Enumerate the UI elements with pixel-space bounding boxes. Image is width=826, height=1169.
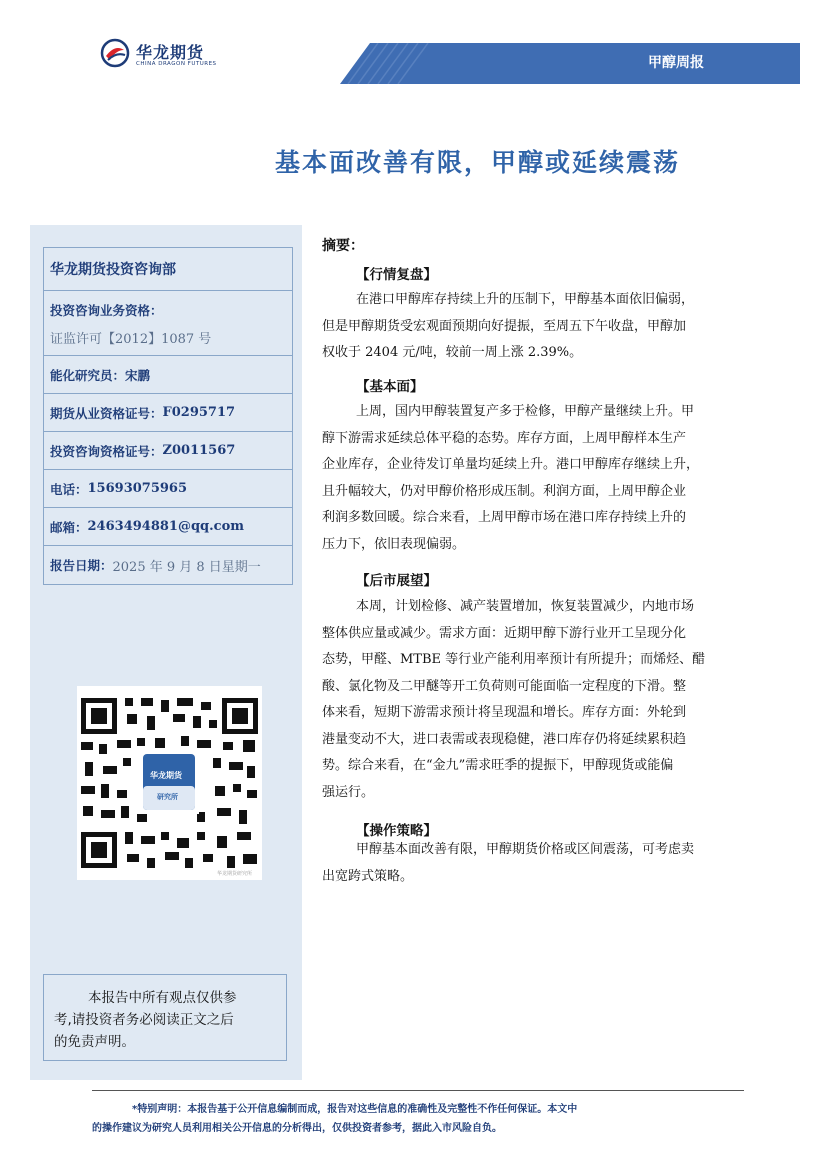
qr-logo-subtext: 研究所 bbox=[157, 793, 178, 801]
disclaimer-line: 本报告中所有观点仅供参 bbox=[88, 990, 237, 1006]
text-line: 压力下，依旧表现偏弱。 bbox=[322, 536, 466, 552]
text-line: 利润多数回暖。综合来看，上周甲醇市场在港口库存持续上升的 bbox=[322, 510, 687, 525]
paragraph-fundamentals bbox=[322, 399, 788, 558]
disclaimer-line: 考,请投资者务必阅读正文之后 bbox=[54, 1012, 234, 1028]
text-line: 势。综合来看，在“金九”需求旺季的提振下，甲醇现货或能偏 bbox=[322, 758, 674, 773]
futures-cert-value: F0295717 bbox=[162, 405, 236, 420]
phone-value: 15693075965 bbox=[87, 481, 188, 496]
logo-subtext: CHINA DRAGON FUTURES bbox=[136, 61, 217, 67]
paragraph-outlook bbox=[322, 594, 788, 806]
text-line: 本周，计划检修、减产装置增加，恢复装置减少，内地市场 bbox=[356, 599, 695, 614]
qr-code bbox=[77, 686, 262, 880]
text-line: 体来看，短期下游需求预计将呈现温和增长。库存方面：外轮到 bbox=[322, 705, 687, 720]
text-line: 上周，国内甲醇装置复产多于检修，甲醇产量继续上升。甲 bbox=[356, 404, 695, 419]
text-line: 出宽跨式策略。 bbox=[322, 868, 414, 884]
section-heading-strategy: 【操作策略】 bbox=[356, 823, 437, 839]
text-line: 甲醇基本面改善有限，甲醇期货价格或区间震荡，可考虑卖 bbox=[356, 842, 695, 857]
report-type: 甲醇周报 bbox=[648, 55, 704, 71]
text-line: 在港口甲醇库存持续上升的压制下，甲醇基本面依旧偏弱， bbox=[356, 292, 695, 307]
qualification-value: 证监许可【2012】1087 号 bbox=[50, 332, 212, 347]
text-line: 港量变动不大，进口表需或表现稳健，港口库存仍将延续累积趋 bbox=[322, 731, 687, 747]
email bbox=[44, 508, 292, 546]
header-banner bbox=[340, 43, 800, 84]
abstract-label: 摘要： bbox=[322, 238, 364, 254]
company-logo bbox=[100, 38, 220, 72]
analyst bbox=[44, 356, 292, 394]
report-date-label: 报告日期： bbox=[50, 558, 113, 573]
qr-code-icon bbox=[77, 686, 262, 880]
logo-mark-icon bbox=[100, 38, 130, 68]
paragraph-strategy bbox=[322, 837, 788, 890]
text-line: 企业库存，企业待发订单量均延续上升。港口甲醇库存继续上升， bbox=[322, 457, 700, 472]
qr-caption: 华龙期货研究所 bbox=[217, 871, 253, 877]
paragraph-market-review bbox=[322, 287, 788, 367]
logo-text: 华龙期货 bbox=[136, 43, 205, 62]
section-heading-outlook: 【后市展望】 bbox=[356, 573, 437, 589]
qualification bbox=[44, 291, 292, 356]
text-line: 醇下游需求延续总体平稳的态势。库存方面，上周甲醇样本生产 bbox=[322, 430, 687, 446]
advisor-cert bbox=[44, 432, 292, 470]
analyst-info-table bbox=[43, 247, 293, 585]
footer-line: *特别声明：本报告基于公开信息编制而成，报告对这些信息的准确性及完整性不作任何保证。本文中 bbox=[132, 1104, 578, 1115]
text-line: 但是甲醇期货受宏观面预期向好提振，至周五下午收盘，甲醇加 bbox=[322, 318, 687, 334]
futures-cert-label: 期货从业资格证号： bbox=[50, 405, 163, 421]
text-line: 强运行。 bbox=[322, 784, 375, 800]
qualification-label: 投资咨询业务资格： bbox=[50, 303, 163, 318]
phone-label: 电话： bbox=[50, 481, 88, 497]
email-label: 邮箱： bbox=[50, 519, 88, 535]
disclaimer-line: 的免责声明。 bbox=[54, 1034, 135, 1050]
advisor-cert-value: Z0011567 bbox=[162, 443, 236, 458]
text-line: 整体供应量或减少。需求方面：近期甲醇下游行业开工呈现分化 bbox=[322, 625, 687, 641]
footer-disclaimer bbox=[92, 1100, 752, 1138]
section-heading-fundamentals: 【基本面】 bbox=[356, 379, 424, 395]
dept-name: 华龙期货投资咨询部 bbox=[44, 248, 292, 291]
footer-divider bbox=[92, 1090, 744, 1091]
analyst-name: 能化研究员：宋鹏 bbox=[50, 367, 151, 383]
text-line: 酸、氯化物及二甲醚等开工负荷则可能面临一定程度的下滑。整 bbox=[322, 678, 687, 694]
page-title: 基本面改善有限，甲醇或延续震荡 bbox=[275, 148, 681, 177]
qr-logo-text: 华龙期货 bbox=[150, 771, 182, 780]
text-line: 态势，甲醛、MTBE 等行业产能利用率预计有所提升；而烯烃、醋 bbox=[322, 652, 706, 667]
email-value: 2463494881@qq.com bbox=[87, 519, 245, 534]
text-line: 权收于 2404 元/吨，较前一周上涨 2.39%。 bbox=[322, 345, 583, 360]
text-line: 且升幅较大，仍对甲醇价格形成压制。利润方面，上周甲醇企业 bbox=[322, 483, 687, 499]
futures-cert bbox=[44, 394, 292, 432]
sidebar-disclaimer bbox=[43, 974, 287, 1061]
section-heading-market-review: 【行情复盘】 bbox=[356, 267, 437, 283]
advisor-cert-label: 投资咨询资格证号： bbox=[50, 443, 163, 459]
footer-line: 的操作建议为研究人员利用相关公开信息的分析得出，仅供投资者参考，据此入市风险自负。 bbox=[92, 1123, 502, 1134]
phone bbox=[44, 470, 292, 508]
report-date bbox=[44, 546, 292, 584]
report-date-value: 2025 年 9 月 8 日星期一 bbox=[112, 559, 261, 575]
